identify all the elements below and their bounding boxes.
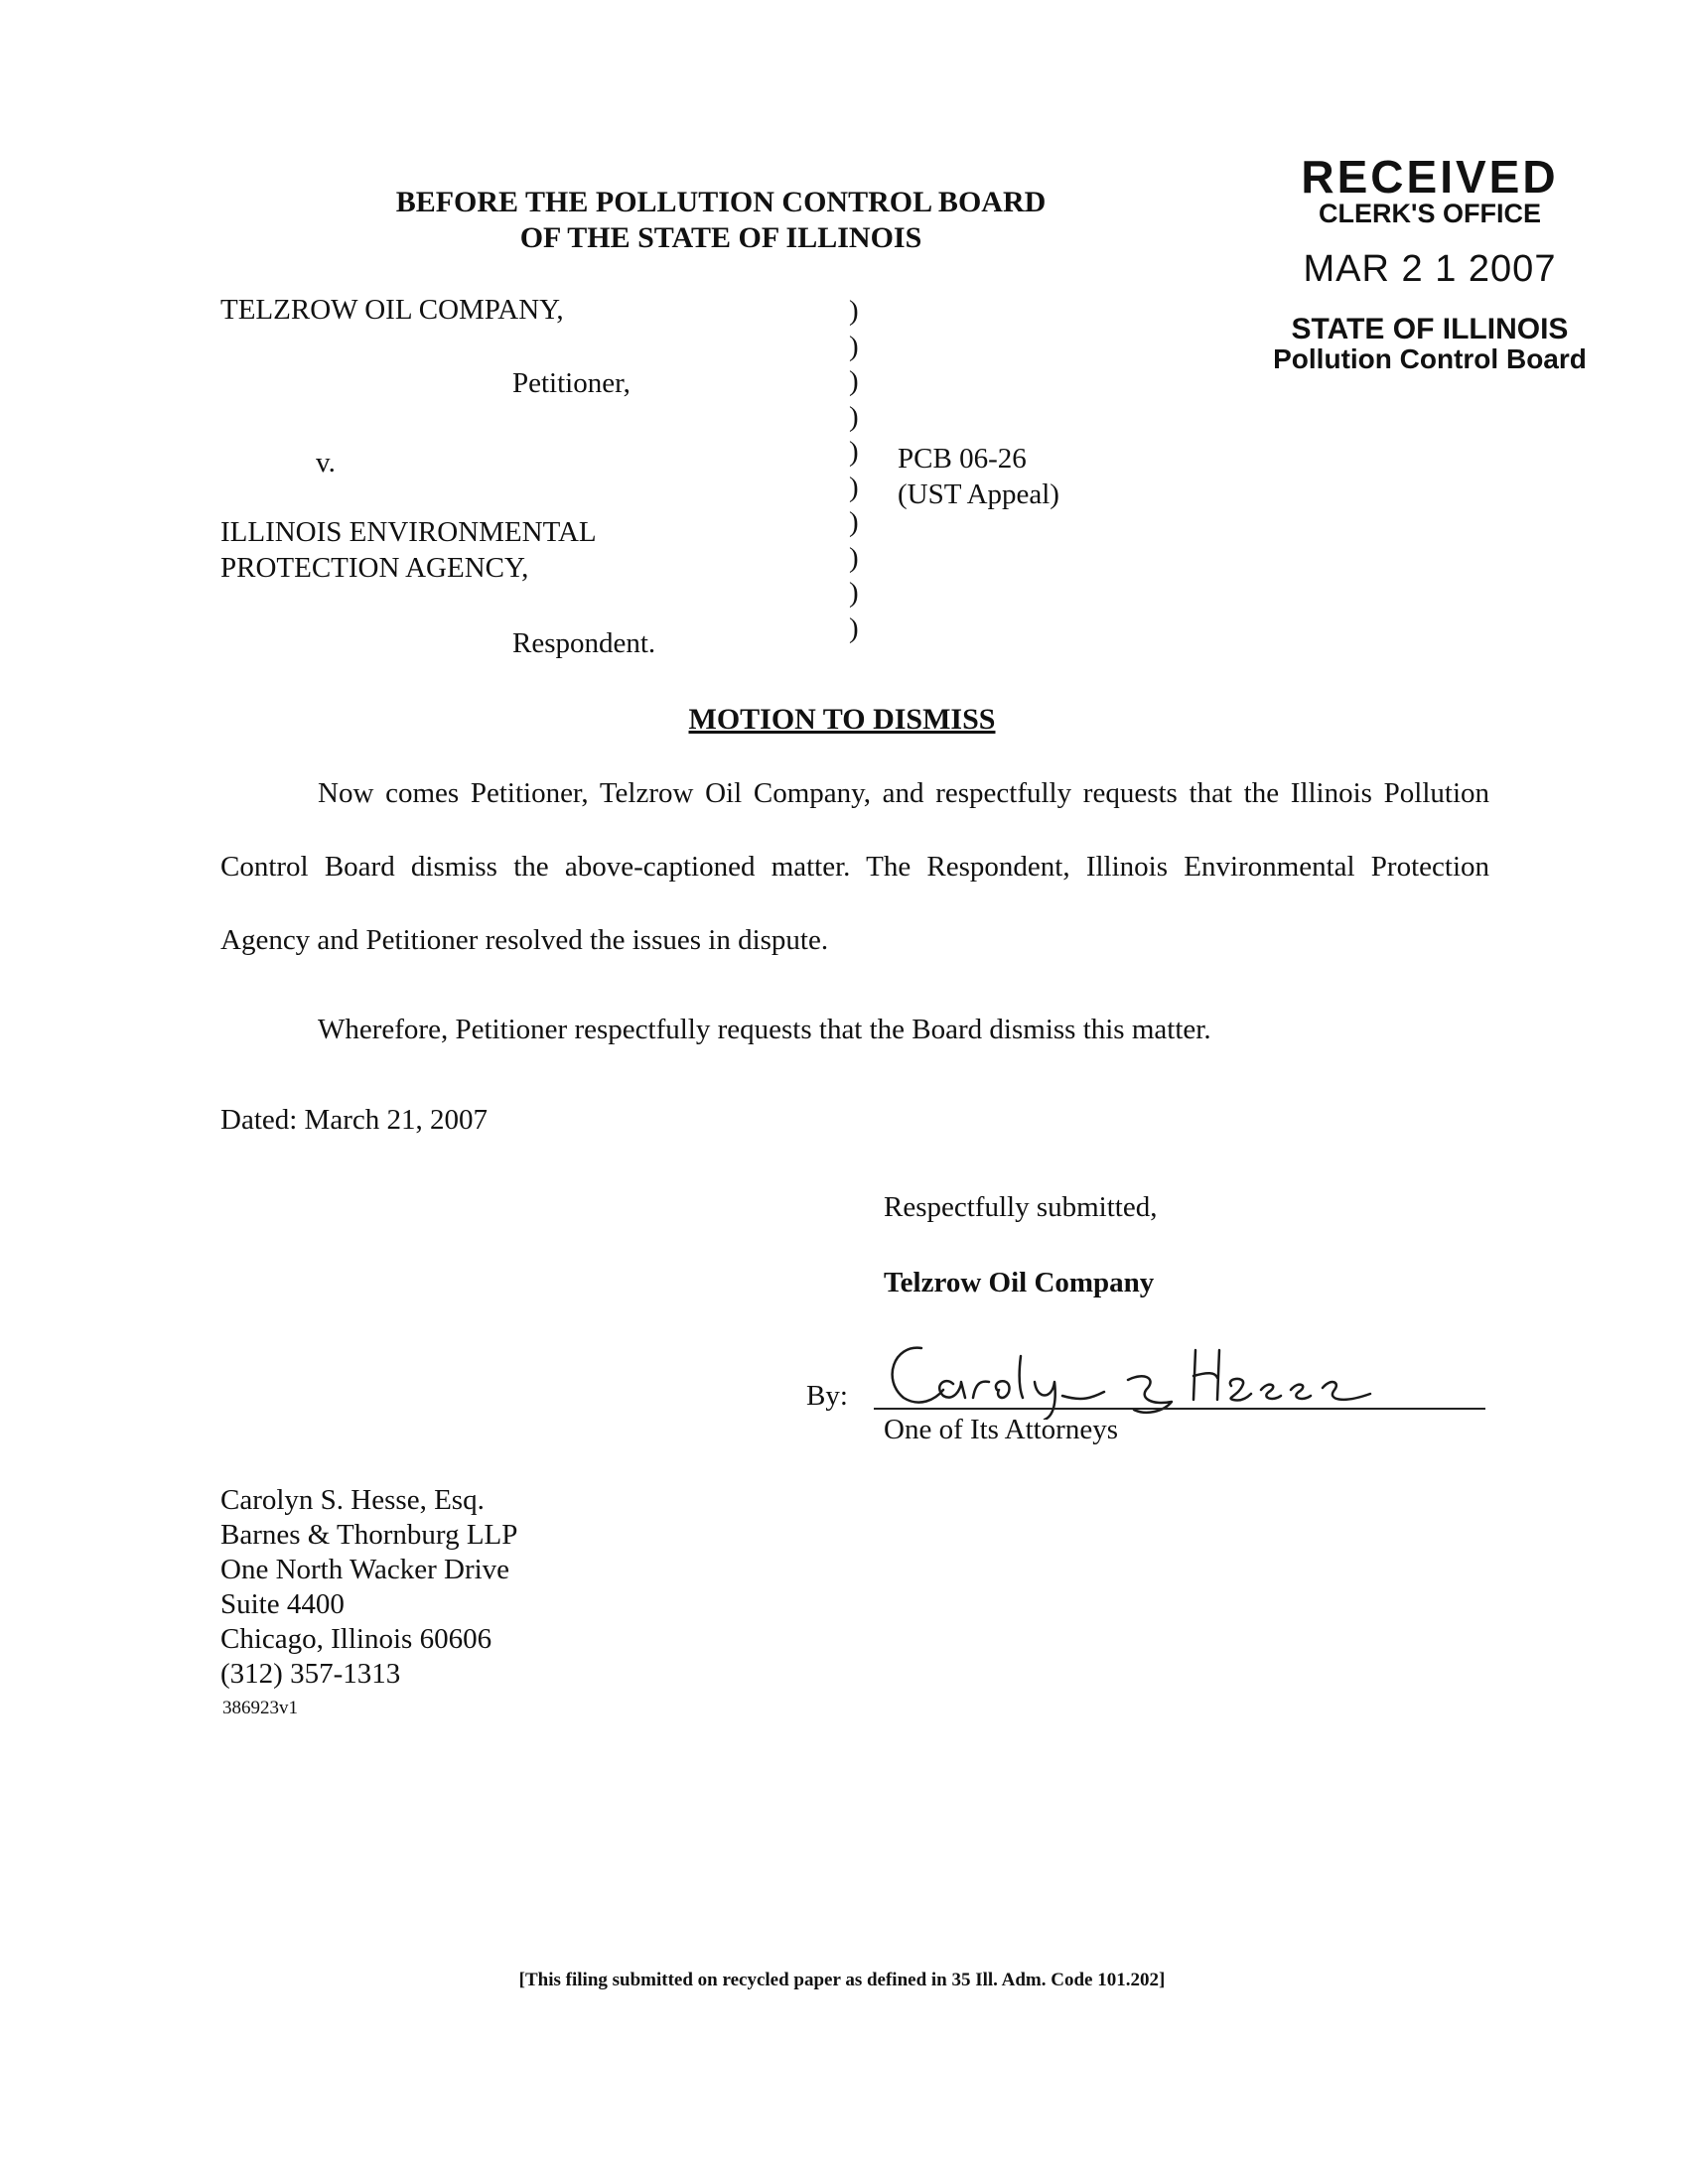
address-name: Carolyn S. Hesse, Esq. (220, 1484, 485, 1516)
caption-respondent-role: Respondent. (512, 627, 656, 659)
stamp-clerk-office: CLERK'S OFFICE (1319, 199, 1541, 228)
motion-body-2 (220, 993, 1489, 1066)
address-phone: (312) 357-1313 (220, 1658, 401, 1690)
attorney-caption: One of Its Attorneys (884, 1414, 1118, 1445)
motion-title: MOTION TO DISMISS (688, 703, 996, 736)
address-city: Chicago, Illinois 60606 (220, 1623, 492, 1655)
paren: ) (849, 365, 859, 397)
paren: ) (849, 436, 859, 468)
paren: ) (849, 577, 859, 609)
body-paragraph-1: Now comes Petitioner, Telzrow Oil Company, and respectfully requests that the Illinois Pollution Control Board dismiss the above-captioned matter. The Respondent, Illinois Environmental Protection Agency and Petitioner resolved the issues in dispute. (220, 777, 1489, 956)
address-firm: Barnes & Thornburg LLP (220, 1519, 518, 1551)
caption-petitioner-role: Petitioner, (512, 367, 631, 399)
stamp-received: RECEIVED (1301, 151, 1559, 203)
stamp-state: STATE OF ILLINOIS (1291, 313, 1569, 345)
received-stamp (1261, 151, 1599, 374)
paren: ) (849, 612, 859, 644)
heading-line-1: BEFORE THE POLLUTION CONTROL BOARD (395, 186, 1047, 218)
caption-respondent-name-1: ILLINOIS ENVIRONMENTAL (220, 516, 597, 548)
caption-parentheses (849, 294, 859, 646)
case-number: PCB 06-26 (898, 443, 1027, 475)
address-suite: Suite 4400 (220, 1588, 345, 1620)
paren: ) (849, 400, 859, 433)
dated-line: Dated: March 21, 2007 (220, 1104, 488, 1136)
company-name: Telzrow Oil Company (884, 1267, 1155, 1298)
caption-respondent-name-2: PROTECTION AGENCY, (220, 552, 529, 584)
caption-versus: v. (316, 447, 336, 478)
signature-line (874, 1408, 1485, 1410)
address-street: One North Wacker Drive (220, 1554, 510, 1585)
paren: ) (849, 295, 859, 327)
motion-body (220, 756, 1489, 977)
paren: ) (849, 471, 859, 503)
stamp-date: MAR 2 1 2007 (1303, 248, 1557, 290)
body-paragraph-2: Wherefore, Petitioner respectfully requests that the Board dismiss this matter. (318, 1014, 1211, 1045)
document-heading (274, 185, 1168, 256)
document-id: 386923v1 (222, 1698, 298, 1718)
caption-petitioner-name: TELZROW OIL COMPANY, (220, 294, 564, 326)
stamp-board: Pollution Control Board (1273, 343, 1587, 374)
paren: ) (849, 506, 859, 538)
case-type: (UST Appeal) (898, 478, 1059, 510)
by-label: By: (806, 1380, 848, 1412)
heading-line-2: OF THE STATE OF ILLINOIS (519, 221, 922, 254)
paren: ) (849, 330, 859, 362)
closing: Respectfully submitted, (884, 1191, 1158, 1223)
paren: ) (849, 541, 859, 574)
handwritten-signature (874, 1320, 1470, 1420)
recycled-paper-footer: [This filing submitted on recycled paper as defined in 35 Ill. Adm. Code 101.202] (518, 1970, 1166, 1990)
attorney-address (220, 1483, 517, 1692)
